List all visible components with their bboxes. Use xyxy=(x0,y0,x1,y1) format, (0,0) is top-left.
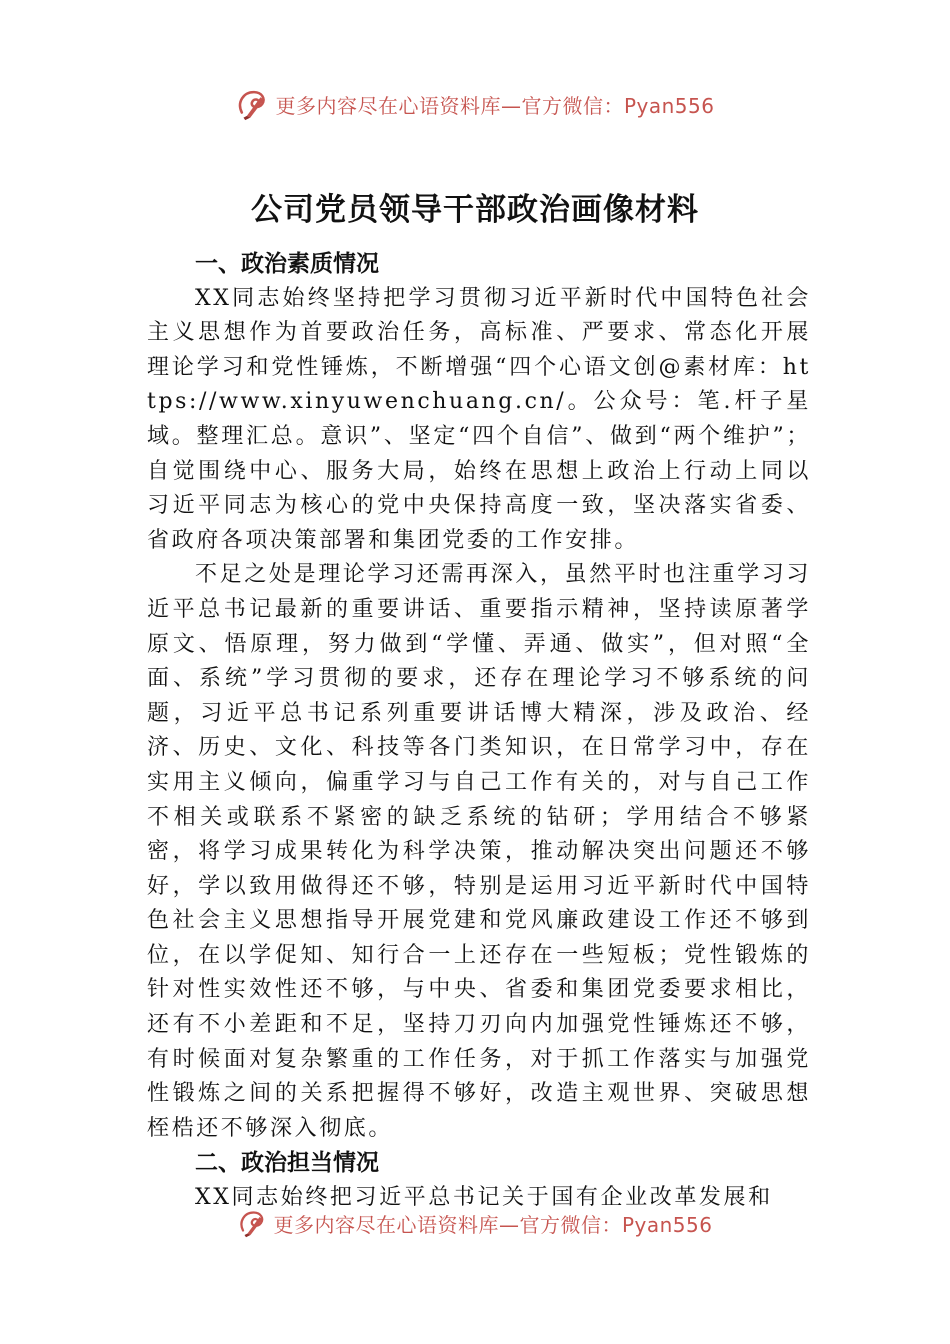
watermark-banner-top xyxy=(0,84,950,124)
pen-swirl-logo-icon xyxy=(237,1208,267,1238)
paragraph: XX同志始终把习近平总书记关于国有企业改革发展和 xyxy=(195,1185,773,1211)
section-heading-political-responsibility: 二、政治担当情况 xyxy=(195,1150,379,1177)
page-title: 公司党员领导干部政治画像材料 xyxy=(251,192,699,228)
section-heading-political-quality: 一、政治素质情况 xyxy=(195,251,379,277)
watermark-text: 更多内容尽在心语资料库—官方微信：Pyan556 xyxy=(273,1212,713,1237)
paragraph: XX同志始终坚持把学习贯彻习近平新时代中国特色社会主义思想作为首要政治任务，高标准、严要求、常态化开展理论学习和党性锤炼，不断增强“四个心语文创@素材库：https://www.xinyuwenchuang.cn/。公众号：笔.杆子星域。整理汇总。意识”、坚定“四个自信”、做到“两个维护”；自觉围绕中心、服务大局，始终在思想上政治上行动上同以习近平同志为核心的党中央保持高度一致，坚决落实省委、省政府各项决策部署和集团党委的工作安排。 xyxy=(147,285,811,553)
paragraph: 不足之处是理论学习还需再深入，虽然平时也注重学习习近平总书记最新的重要讲话、重要指示精神，坚持读原著学原文、悟原理，努力做到“学懂、弄通、做实”，但对照“全面、系统”学习贯彻的要求，还存在理论学习不够系统的问题，习近平总书记系列重要讲话博大精深，涉及政治、经济、历史、文化、科技等各门类知识，在日常学习中，存在实用主义倾向，偏重学习与自己工作有关的，对与自己工作不相关或联系不紧密的缺乏系统的钻研；学用结合不够紧密，将学习成果转化为科学决策，推动解决突出问题还不够好，学以致用做得还不够，特别是运用习近平新时代中国特色社会主义思想指导开展党建和党风廉政建设工作还不够到位，在以学促知、知行合一上还存在一些短板；党性锻炼的针对性实效性还不够，与中央、省委和集团党委要求相比，还有不小差距和不足，坚持刀刃向内加强党性锤炼还不够，有时候面对复杂繁重的工作任务，对于抓工作落实与加强党性锻炼之间的关系把握得不够好，改造主观世界、突破思想桎梏还不够深入彻底。 xyxy=(147,562,811,1141)
pen-swirl-logo-icon xyxy=(235,87,269,121)
watermark-banner-bottom xyxy=(0,1203,950,1243)
document-body xyxy=(147,247,811,1211)
watermark-text: 更多内容尽在心语资料库—官方微信：Pyan556 xyxy=(275,93,715,118)
